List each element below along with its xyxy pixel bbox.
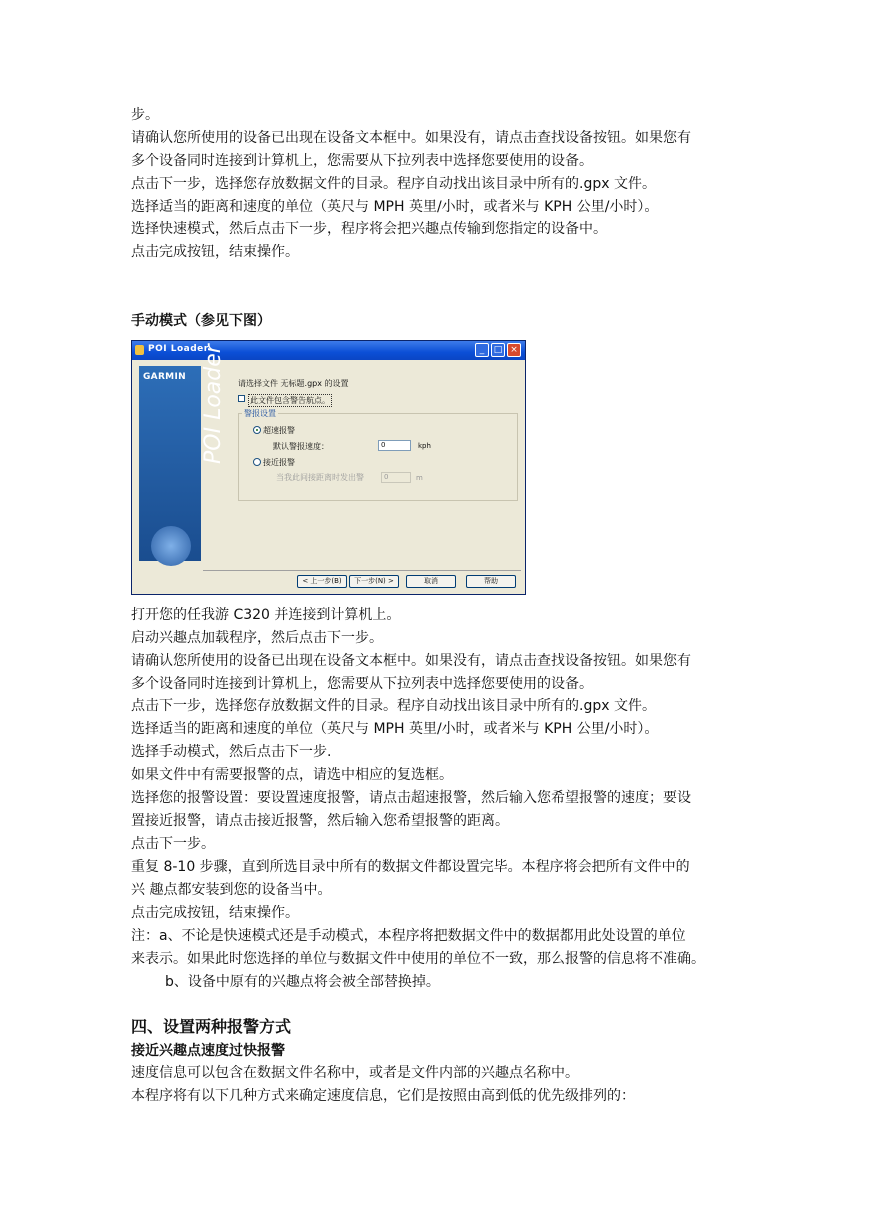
text-line: 多个设备同时连接到计算机上，您需要从下拉列表中选择您要使用的设备。 xyxy=(131,676,593,692)
text-line: 置接近报警，请点击接近报警，然后输入您希望报警的距离。 xyxy=(131,813,509,829)
button-divider xyxy=(203,570,521,571)
text-line: 点击下一步，选择您存放数据文件的目录。程序自动找出该目录中所有的.gpx 文件。 xyxy=(131,698,656,714)
back-button[interactable]: < 上一步(B) xyxy=(297,575,347,588)
note-b: b、设备中原有的兴趣点将会被全部替换掉。 xyxy=(165,974,440,990)
text-line: 多个设备同时连接到计算机上，您需要从下拉列表中选择您要使用的设备。 xyxy=(131,153,593,169)
close-icon[interactable]: × xyxy=(507,343,521,357)
text-line: 步。 xyxy=(131,107,159,123)
dialog-prompt: 请选择文件 无标题.gpx 的设置 xyxy=(238,379,349,388)
speed-unit: kph xyxy=(418,442,431,450)
text-line: 点击完成按钮，结束操作。 xyxy=(131,905,299,921)
speed-input[interactable]: 0 xyxy=(378,440,411,451)
sub-heading: 接近兴趣点速度过快报警 xyxy=(131,1043,285,1059)
text-line: 注：a、不论是快速模式还是手动模式，本程序将把数据文件中的数据都用此处设置的单位 xyxy=(131,928,686,944)
text-line: 本程序将有以下几种方式来确定速度信息，它们是按照由高到低的优先级排列的： xyxy=(131,1088,635,1104)
text-line: 如果文件中有需要报警的点，请选中相应的复选框。 xyxy=(131,767,453,783)
minimize-icon[interactable]: _ xyxy=(475,343,489,357)
text-line: 选择适当的距离和速度的单位（英尺与 MPH 英里/小时，或者米与 KPH 公里/小时）。 xyxy=(131,721,659,737)
text-line: 速度信息可以包含在数据文件名称中，或者是文件内部的兴趣点名称中。 xyxy=(131,1065,579,1081)
text-line: 点击下一步，选择您存放数据文件的目录。程序自动找出该目录中所有的.gpx 文件。 xyxy=(131,176,656,192)
text-line: 重复 8-10 步骤，直到所选目录中所有的数据文件都设置完毕。本程序将会把所有文件中的 xyxy=(131,859,690,875)
distance-unit: m xyxy=(416,474,423,482)
dialog-titlebar xyxy=(132,341,525,360)
upload-arrow-icon xyxy=(151,526,191,566)
text-line: 选择快速模式，然后点击下一步，程序将会把兴趣点传输到您指定的设备中。 xyxy=(131,221,607,237)
app-icon xyxy=(135,345,144,355)
speed-label: 默认警报速度： xyxy=(273,442,329,451)
poi-loader-dialog xyxy=(131,340,526,595)
text-line: 选择手动模式，然后点击下一步. xyxy=(131,744,332,760)
text-line: 来表示。如果此时您选择的单位与数据文件中使用的单位不一致，那么报警的信息将不准确。 xyxy=(131,951,705,967)
speed-alert-radio[interactable] xyxy=(253,426,261,434)
maximize-icon[interactable]: □ xyxy=(491,343,505,357)
side-banner-text: POI Loader xyxy=(201,344,226,464)
next-button[interactable]: 下一步(N) > xyxy=(349,575,399,588)
manual-mode-heading: 手动模式（参见下图） xyxy=(131,313,271,329)
section-heading: 四、设置两种报警方式 xyxy=(131,1017,292,1036)
garmin-logo: GARMIN xyxy=(143,372,186,382)
distance-label: 当我此间接距离时发出警 xyxy=(276,473,364,482)
text-line: 请确认您所使用的设备已出现在设备文本框中。如果没有，请点击查找设备按钮。如果您有 xyxy=(131,130,691,146)
text-line: 打开您的任我游 C320 并连接到计算机上。 xyxy=(131,607,401,623)
text-line: 选择您的报警设置：要设置速度报警，请点击超速报警，然后输入您希望报警的速度；要设 xyxy=(131,790,691,806)
alert-waypoint-checkbox[interactable] xyxy=(238,395,245,402)
text-line: 点击完成按钮，结束操作。 xyxy=(131,244,299,260)
radio-speed-label: 超速报警 xyxy=(263,426,295,435)
checkbox-label: 此文件包含警告航点。 xyxy=(250,396,330,405)
distance-input[interactable]: 0 xyxy=(381,472,411,483)
help-button[interactable]: 帮助 xyxy=(466,575,516,588)
text-line: 兴 趣点都安装到您的设备当中。 xyxy=(131,882,332,898)
cancel-button[interactable]: 取消 xyxy=(406,575,456,588)
text-line: 点击下一步。 xyxy=(131,836,215,852)
radio-proximity-label: 接近报警 xyxy=(263,458,295,467)
proximity-alert-radio[interactable] xyxy=(253,458,261,466)
text-line: 请确认您所使用的设备已出现在设备文本框中。如果没有，请点击查找设备按钮。如果您有 xyxy=(131,653,691,669)
dialog-title: POI Loader xyxy=(148,344,209,354)
text-line: 选择适当的距离和速度的单位（英尺与 MPH 英里/小时，或者米与 KPH 公里/小时）。 xyxy=(131,199,659,215)
group-label: 警报设置 xyxy=(244,409,276,418)
side-banner xyxy=(139,344,226,561)
text-line: 启动兴趣点加载程序，然后点击下一步。 xyxy=(131,630,383,646)
